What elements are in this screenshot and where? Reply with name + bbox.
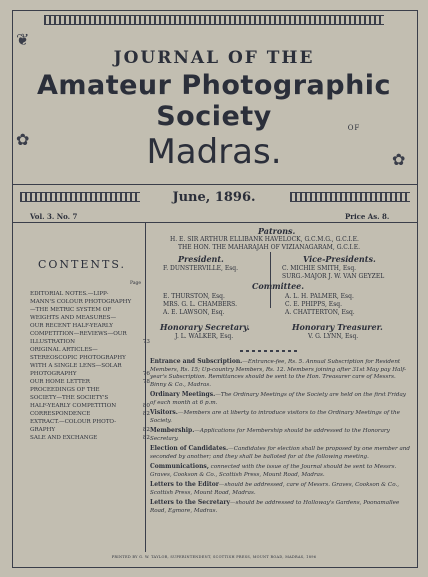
contents-entry-text: COMPETITION—REVIEWS—OUR (30, 331, 127, 337)
contents-entry (30, 306, 150, 314)
contents-entry-text: WITH A SINGLE LENS—SOLAR (30, 363, 122, 369)
president-name: F. DUNSTERVILLE, Esq. (163, 265, 239, 272)
notice-text: —Candidates for election shall be proposed by one member and seconded by another; and they shall be balloted for at the following meeting. (150, 446, 410, 460)
contents-entry-text: PHOTOGRAPHY (30, 371, 77, 377)
contents-entry (30, 290, 150, 298)
committee-member: MRS. G. L. CHAMBERS. (163, 301, 237, 308)
masthead-line-3: Madras. (146, 132, 282, 172)
contents-entry (30, 394, 150, 402)
notices (150, 358, 412, 517)
notice-paragraph (150, 481, 412, 497)
contents-entry (30, 386, 150, 394)
contents-entry-text: WEIGHTS AND MEASURES— (30, 315, 117, 321)
notice-paragraph (150, 463, 412, 479)
notice-lead: Visitors. (150, 409, 178, 416)
contents-entry-text: OUR HOME LETTER (30, 379, 91, 385)
notice-lead: Letters to the Editor (150, 481, 219, 488)
committee-member: A. L. H. PALMER, Esq. (285, 293, 354, 300)
contents-entry-text: ORIGINAL ARTICLES— (30, 347, 98, 353)
notice-lead: Election of Candidates. (150, 445, 229, 452)
masthead-of: OF (347, 124, 361, 132)
contents-entry-text: STEREOSCOPIC PHOTOGRAPHY (30, 355, 126, 361)
treasurer-name: V. G. LYNN, Esq. (308, 333, 359, 340)
floral-ornament-icon: ✿ (16, 130, 30, 149)
issue-volume: Vol. 3. No. 7 (30, 212, 78, 221)
contents-entry-text: —THE METRIC SYSTEM OF (30, 307, 112, 313)
contents-entry-text: EXTRACT.—COLOUR PHOTO- (30, 419, 117, 425)
printer-imprint: PRINTED BY G. W. TAYLOR, SUPERINTENDENT, SCOTTISH PRESS, MOUNT ROAD, MADRAS, 1896 (111, 555, 317, 559)
notice-paragraph (150, 427, 412, 443)
contents-entry (30, 362, 150, 370)
contents-list (30, 290, 150, 442)
committee-member: E. THURSTON, Esq. (163, 293, 225, 300)
committee-heading: Committee. (252, 281, 305, 291)
patrons-heading: Patrons. (258, 226, 296, 236)
contents-entry-text: CORRESPONDENCE (30, 411, 91, 417)
notice-paragraph (150, 391, 412, 407)
committee-member: A. E. LAWSON, Esq. (163, 309, 225, 316)
contents-entry-text: ILLUSTRATION (30, 339, 75, 345)
notice-lead: Ordinary Meetings. (150, 391, 216, 398)
secretary-name: J. L. WALKER, Esq. (175, 333, 234, 340)
committee-member: A. CHATTERTON, Esq. (285, 309, 355, 316)
contents-entry-text: EDITORIAL NOTES.—LIPP- (30, 291, 109, 297)
contents-entry-page: 80 (142, 403, 150, 409)
contents-entry-page: 73 (142, 339, 150, 345)
star-divider (240, 350, 300, 352)
notice-text: —should be addressed to Holloway's Gardens, Poonamallee Road, Egmore, Madras. (150, 500, 400, 514)
contents-entry-text: SOCIETY—THE SOCIETY'S (30, 395, 109, 401)
notice-text: —should be addressed, care of Messrs. Graves, Cookson & Co., Scottish Press, Mount Road, Madras. (150, 482, 400, 496)
contents-entry (30, 378, 150, 386)
issue-date: June, 1896. (172, 190, 256, 205)
notice-paragraph (150, 499, 412, 515)
contents-entry-page: 82 (142, 411, 150, 417)
notice-paragraph (150, 358, 412, 389)
vice-president-1: C. MICHIE SMITH, Esq. (282, 265, 357, 272)
patron-1: H. E. SIR ARTHUR ELLIBANK HAVELOCK, G.C.M.G., G.C.I.E. (170, 236, 359, 243)
contents-entry-text: MANN'S COLOUR PHOTOGRAPHY (30, 299, 132, 305)
contents-entry-page: 76 (142, 371, 150, 377)
contents-entry (30, 402, 150, 410)
president-heading: President. (178, 254, 224, 264)
notice-lead: Letters to the Secretary (150, 499, 231, 506)
contents-entry (30, 410, 150, 418)
contents-entry (30, 418, 150, 426)
notice-paragraph (150, 445, 412, 461)
issue-price: Price As. 8. (345, 212, 390, 221)
contents-entry-text: HALF-YEARLY COMPETITION (30, 403, 117, 409)
contents-entry (30, 298, 150, 306)
vice-president-2: SURG.-MAJOR J. W. VAN GEYZEL (282, 273, 385, 280)
contents-page-label: Page (130, 281, 142, 286)
notice-text: —The Ordinary Meetings of the Society are held on the first Friday of each month at 6 p.m. (150, 392, 406, 406)
masthead-line-2: Amateur Photographic Society (36, 70, 392, 132)
treasurer-heading: Honorary Treasurer. (292, 322, 383, 332)
contents-entry (30, 338, 150, 346)
committee-member: C. E. PHIPPS, Esq. (285, 301, 343, 308)
contents-title: CONTENTS. (38, 258, 127, 271)
contents-entry-page: 82 (142, 427, 150, 433)
notice-text: —Entrance-fee, Rs. 5. Annual Subscription for Resident Members, Rs. 15; Up-country Members, Rs. 12. Members joining after 31st May pay Half-year's Subscription. Remittances should be sent to the Hon. Treasurer care of Messrs. Binny & Co., Madras. (150, 359, 406, 388)
notice-text: connected with the issue of the Journal should be sent to Messrs. Graves, Cookson & Co., Scottish Press, Mount Road, Madras. (150, 464, 397, 478)
secretary-heading: Honorary Secretary. (160, 322, 250, 332)
contents-entry (30, 370, 150, 378)
vice-presidents-heading: Vice-Presidents. (303, 254, 376, 264)
contents-entry-page: 82 (142, 435, 150, 441)
contents-entry-text: PROCEEDINGS OF THE (30, 387, 100, 393)
corner-flourish-icon: ❦ (16, 30, 30, 49)
notice-text: —Applications for Membership should be addressed to the Honorary Secretary. (150, 428, 390, 442)
contents-entry (30, 354, 150, 362)
notice-lead: Entrance and Subscription. (150, 358, 243, 365)
top-ornament-bar (44, 15, 384, 25)
contents-entry (30, 434, 150, 442)
contents-entry-text: GRAPHY (30, 427, 56, 433)
floral-ornament-icon: ✿ (392, 150, 406, 169)
notice-lead: Membership. (150, 427, 195, 434)
masthead-line-1: JOURNAL OF THE (113, 48, 315, 68)
contents-entry (30, 314, 150, 322)
patron-2: THE HON. THE MAHARAJAH OF VIZIANAGARAM, G.C.I.E. (178, 244, 361, 251)
contents-entry-text: SALE AND EXCHANGE (30, 435, 98, 441)
contents-entry (30, 322, 150, 330)
notice-paragraph (150, 409, 412, 425)
contents-entry (30, 346, 150, 354)
divider (12, 222, 418, 223)
notice-lead: Communications, (150, 463, 209, 470)
contents-entry (30, 330, 150, 338)
contents-entry-page: 78 (142, 379, 150, 385)
notice-text: —Members are at liberty to introduce visitors to the Ordinary Meetings of the Society. (150, 410, 400, 424)
divider (12, 184, 418, 185)
officer-divider (270, 252, 271, 308)
contents-entry-text: OUR RECENT HALF-YEARLY (30, 323, 113, 329)
contents-entry (30, 426, 150, 434)
